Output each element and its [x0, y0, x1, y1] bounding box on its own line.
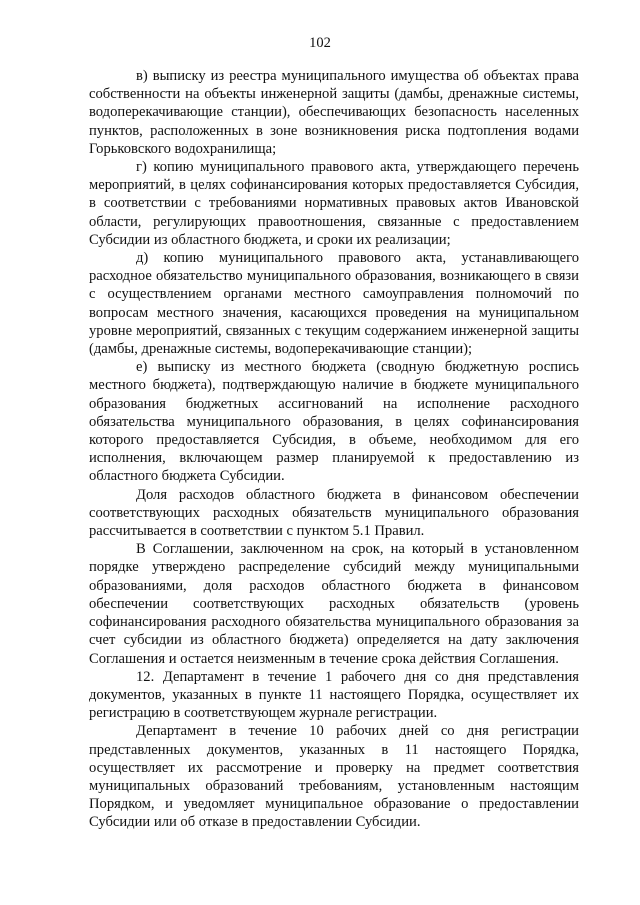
paragraph-item-g: г) копию муниципального правового акта, утверждающего перечень мероприятий, в целях софинансирования которых предоставляется Субсидия, в соответствии с требованиями нормативных правовых актов Ивановской области, регулирующих правоотношения, связанные с предоставлением Субсидии из областного бюджета, и сроки их реализации;	[89, 159, 579, 248]
paragraph-review: Департамент в течение 10 рабочих дней со дня регистрации представленных документов, указанных в 11 настоящего Порядка, осуществляет их рассмотрение и проверку на предмет соответствия муниципальных образований требованиям, установленным настоящим Порядком, и уведомляет муниципальное образование о предоставлении Субсидии или об отказе в предоставлении Субсидии.	[89, 723, 579, 831]
paragraph-agreement: В Соглашении, заключенном на срок, на который в установленном порядке утверждено распределение субсидий между муниципальными образованиями, доля расходов областного бюджета в финансовом обеспечении соответствующих расходных обязательств (уровень софинансирования расходного обязательства муниципального образования за счет субсидии из областного бюджета) определяется на дату заключения Соглашения и остается неизменным в течение срока действия Соглашения.	[89, 541, 579, 667]
paragraph-item-v: в) выписку из реестра муниципального имущества об объектах права собственности на объекты инженерной защиты (дамбы, дренажные системы, водоперекачивающие станции), обеспечивающих безопасность населенных пунктов, расположенных в зоне возникновения риска подтопления водами Горьковского водохранилища;	[89, 68, 579, 157]
paragraph-item-d: д) копию муниципального правового акта, устанавливающего расходное обязательство муниципального образования, возникающего в связи с осуществлением органами местного самоуправления полномочий по вопросам местного значения, касающихся проведения на муниципальном уровне мероприятий, связанных с текущим содержанием инженерной защиты (дамбы, дренажные системы, водоперекачивающие станции);	[89, 250, 579, 358]
document-body	[89, 67, 579, 832]
paragraph-budget-share: Доля расходов областного бюджета в финансовом обеспечении соответствующих расходных обязательств муниципального образования рассчитывается в соответствии с пунктом 5.1 Правил.	[89, 486, 579, 540]
paragraph-section-12: 12. Департамент в течение 1 рабочего дня со дня представления документов, указанных в пункте 11 настоящего Порядка, осуществляет их регистрацию в соответствующем журнале регистрации.	[89, 668, 579, 722]
page-number: 102	[309, 35, 331, 51]
paragraph-item-e: е) выписку из местного бюджета (сводную бюджетную роспись местного бюджета), подтверждающую наличие в бюджете муниципального образования бюджетных ассигнований на исполнение расходного обязательства муниципального образования, в целях софинансирования которого предоставляется Субсидия, в объеме, необходимом для его исполнения, включающем размер планируемой к предоставлению из областного бюджета Субсидии.	[89, 359, 579, 485]
